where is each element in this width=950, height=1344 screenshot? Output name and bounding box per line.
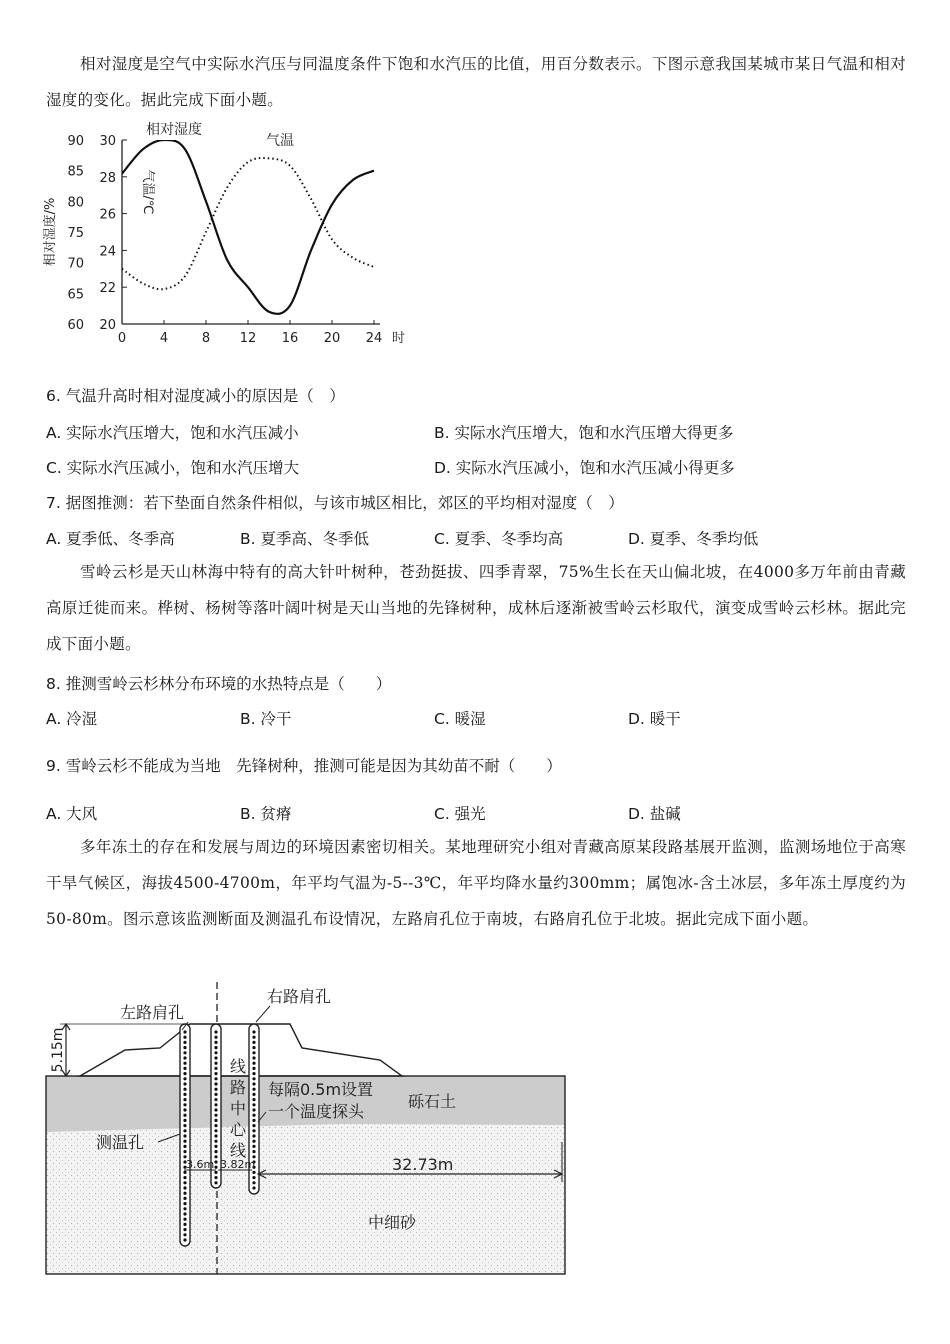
temperature-probe [214, 1051, 217, 1054]
q7-option-d[interactable]: D. 夏季、冬季均低 [628, 530, 759, 548]
centerline-char-5: 线 [230, 1141, 247, 1160]
left-hole-label: 左路肩孔 [120, 1003, 185, 1022]
temperature-probe [252, 1041, 255, 1044]
temperature-probe [252, 1176, 255, 1179]
sand-label: 中细砂 [368, 1213, 417, 1232]
temp-series-label: 气温 [266, 133, 294, 149]
temperature-probe [183, 1145, 186, 1148]
temperature-probe [252, 1171, 255, 1174]
temperature-probe [183, 1134, 186, 1137]
q9-option-c[interactable]: C. 强光 [434, 805, 486, 823]
temperature-probe [214, 1098, 217, 1101]
temperature-probe [252, 1129, 255, 1132]
temperature-probe [183, 1228, 186, 1231]
temperature-probe [252, 1145, 255, 1148]
temperature-probe [183, 1186, 186, 1189]
temperature-probe [214, 1145, 217, 1148]
temperature-probe [214, 1103, 217, 1106]
gravel-label: 砾石土 [408, 1092, 457, 1111]
temperature-probe [183, 1098, 186, 1101]
x-tick-label: 24 [365, 331, 383, 346]
temperature-probe [183, 1051, 186, 1054]
temperature-probe [214, 1067, 217, 1070]
temperature-probe [214, 1077, 217, 1080]
temp-axis-label: 气温/℃ [140, 169, 155, 215]
temperature-probe [183, 1119, 186, 1122]
temperature-probe [252, 1093, 255, 1096]
temperature-probe [183, 1036, 186, 1039]
temperature-probe [183, 1088, 186, 1091]
temperature-probe [252, 1067, 255, 1070]
temperature-probe [183, 1067, 186, 1070]
temperature-probe [183, 1129, 186, 1132]
temperature-probe [183, 1108, 186, 1111]
temp-tick-label: 24 [99, 244, 116, 260]
question-9: 9. 雪岭云杉不能成为当地 先锋树种，推测可能是因为其幼苗不耐（ ） [46, 757, 562, 775]
rh-series-label: 相对湿度 [146, 122, 202, 138]
temperature-probe [214, 1160, 217, 1163]
temperature-probe [183, 1197, 186, 1200]
temperature-probe [183, 1171, 186, 1174]
rh-tick-label: 65 [67, 287, 84, 303]
intro-paragraph-2: 雪岭云杉是天山林海中特有的高大针叶树种，苍劲挺拔、四季青翠，75%生长在天山偏北坡，在4000多万年前由青藏高原迁徙而来。桦树、杨树等落叶阔叶树是天山当地的先锋树种，成林后逐渐被雪岭云杉取代，演变成雪岭云杉林。据此完成下面小题。 [46, 563, 906, 653]
x-tick-label: 12 [239, 331, 257, 346]
temperature-probe [214, 1150, 217, 1153]
temperature-probe [252, 1082, 255, 1085]
distance-label-1: 3.6m [186, 1158, 215, 1171]
temperature-probe [183, 1114, 186, 1117]
x-tick-label: 8 [201, 331, 211, 346]
temperature-probe [214, 1093, 217, 1096]
question-7: 7. 据图推测：若下垫面自然条件相似，与该市城区相比，郊区的平均相对湿度（ ） [46, 494, 624, 512]
x-tick-label: 20 [323, 331, 341, 346]
temperature-probe [214, 1072, 217, 1075]
temperature-probe [252, 1046, 255, 1049]
temperature-probe [252, 1072, 255, 1075]
temperature-probe [252, 1114, 255, 1117]
q9-option-a[interactable]: A. 大风 [46, 805, 98, 823]
temperature-probe [183, 1202, 186, 1205]
temperature-probe [214, 1181, 217, 1184]
rh-tick-label: 80 [67, 195, 84, 211]
q8-option-d[interactable]: D. 暖干 [628, 710, 681, 728]
temperature-probe [183, 1093, 186, 1096]
x-tick-label: 0 [117, 331, 127, 346]
temperature-probe [183, 1192, 186, 1195]
temperature-probe [183, 1218, 186, 1221]
temperature-probe [214, 1166, 217, 1169]
temperature-probe [183, 1176, 186, 1179]
chart-ticks [67, 134, 382, 346]
temperature-probe [214, 1155, 217, 1158]
temperature-probe [252, 1056, 255, 1059]
temperature-probe [183, 1233, 186, 1236]
temperature-probe [183, 1150, 186, 1153]
temperature-probe [183, 1030, 186, 1033]
temperature-probe [252, 1150, 255, 1153]
temperature-probe [214, 1062, 217, 1065]
x-tick-label: 16 [281, 331, 299, 346]
temperature-probe [252, 1051, 255, 1054]
temperature-probe [252, 1186, 255, 1189]
intro-paragraph-3: 多年冻土的存在和发展与周边的环境因素密切相关。某地理研究小组对青藏高原某段路基展开监测，监测场地位于高寒干旱气候区，海拔4500-4700m，年平均气温为-5--3℃，年平均降水量约300mm；属饱冰-含土冰层，多年冻土厚度约为50-80m。图示意该监测断面及测温孔布设情况，左路肩孔位于南坡，右路肩孔位于北坡。据此完成下面小题。 [46, 838, 906, 928]
q9-option-b[interactable]: B. 贫瘠 [240, 805, 292, 823]
rh-series-line [122, 140, 374, 314]
temperature-probe [183, 1077, 186, 1080]
centerline-char-2: 路 [230, 1078, 247, 1097]
centerline-char-3: 中 [230, 1099, 247, 1118]
temperature-probe [214, 1134, 217, 1137]
temperature-humidity-chart [40, 112, 420, 352]
q7-option-c[interactable]: C. 夏季、冬季均高 [434, 530, 564, 548]
question-8: 8. 推测雪岭云杉林分布环境的水热特点是（ ） [46, 675, 392, 693]
q6-option-d[interactable]: D. 实际水汽压减小，饱和水汽压减小得更多 [434, 459, 735, 477]
temperature-probe [183, 1207, 186, 1210]
temperature-probe [252, 1062, 255, 1065]
right-hole-label: 右路肩孔 [267, 987, 332, 1006]
temperature-probe [252, 1140, 255, 1143]
rh-tick-label: 60 [67, 318, 84, 333]
temperature-probe [214, 1176, 217, 1179]
temperature-probe [252, 1119, 255, 1122]
temperature-probe [214, 1056, 217, 1059]
rh-tick-label: 90 [67, 134, 84, 149]
centerline-char-4: 心 [230, 1120, 247, 1139]
temperature-probe [252, 1036, 255, 1039]
temperature-probe [252, 1108, 255, 1111]
probe-note-line-1: 每隔0.5m设置 [268, 1080, 374, 1099]
temperature-probe [214, 1046, 217, 1049]
temp-tick-label: 22 [99, 281, 116, 297]
distance-label-3: 32.73m [392, 1155, 454, 1174]
temperature-probe [183, 1041, 186, 1044]
temperature-probe [252, 1103, 255, 1106]
temperature-probe [183, 1103, 186, 1106]
centerline-char-1: 线 [230, 1057, 247, 1076]
temperature-probe [252, 1088, 255, 1091]
q9-option-d[interactable]: D. 盐碱 [628, 805, 681, 823]
temperature-probe [252, 1098, 255, 1101]
temp-tick-label: 20 [99, 318, 116, 333]
temperature-probe [183, 1046, 186, 1049]
temperature-probe [252, 1124, 255, 1127]
temperature-probe [214, 1108, 217, 1111]
height-label: 5.15m [50, 1027, 66, 1073]
rh-tick-label: 75 [67, 226, 84, 241]
temperature-probe [183, 1181, 186, 1184]
hole-label: 测温孔 [96, 1133, 145, 1152]
temperature-probe [183, 1082, 186, 1085]
temperature-probe [214, 1088, 217, 1091]
intro-paragraph-1: 相对湿度是空气中实际水汽压与同温度条件下饱和水汽压的比值，用百分数表示。下图示意我国某城市某日气温和相对湿度的变化。据此完成下面小题。 [46, 55, 906, 109]
temperature-probe [183, 1062, 186, 1065]
distance-label-2: 3.82m [220, 1158, 256, 1171]
temp-tick-label: 30 [99, 134, 116, 149]
temperature-probe [252, 1077, 255, 1080]
temperature-probe [214, 1041, 217, 1044]
temperature-probe [214, 1124, 217, 1127]
q6-option-a[interactable]: A. 实际水汽压增大，饱和水汽压减小 [46, 424, 299, 442]
rh-tick-label: 85 [67, 164, 84, 180]
temperature-probe [214, 1036, 217, 1039]
q8-option-a[interactable]: A. 冷湿 [46, 710, 98, 728]
q6-option-b[interactable]: B. 实际水汽压增大，饱和水汽压增大得更多 [434, 424, 734, 442]
q8-option-b[interactable]: B. 冷干 [240, 710, 292, 728]
temperature-probe [214, 1140, 217, 1143]
temperature-probe [183, 1072, 186, 1075]
roadbed-monitoring-diagram [40, 982, 575, 1282]
q7-option-b[interactable]: B. 夏季高、冬季低 [240, 530, 369, 548]
temperature-probe [183, 1056, 186, 1059]
x-unit-label: 时 [392, 331, 406, 346]
temp-series-line [122, 158, 374, 289]
temperature-probe [214, 1171, 217, 1174]
temperature-probe [214, 1114, 217, 1117]
temperature-probe [183, 1238, 186, 1241]
temperature-probe [252, 1181, 255, 1184]
temperature-probe [183, 1124, 186, 1127]
rh-axis-label: 相对湿度/% [43, 197, 58, 267]
question-6: 6. 气温升高时相对湿度减小的原因是（ ） [46, 387, 345, 405]
probe-note-line-2: 一个温度探头 [268, 1102, 365, 1121]
temperature-probe [214, 1119, 217, 1122]
rh-tick-label: 70 [67, 256, 84, 272]
q7-option-a[interactable]: A. 夏季低、冬季高 [46, 530, 175, 548]
temperature-probe [252, 1030, 255, 1033]
temp-tick-label: 28 [99, 170, 116, 186]
q8-option-c[interactable]: C. 暖湿 [434, 710, 486, 728]
q6-option-c[interactable]: C. 实际水汽压减小，饱和水汽压增大 [46, 459, 300, 477]
temperature-probe [252, 1134, 255, 1137]
temperature-probe [214, 1030, 217, 1033]
temperature-probe [183, 1223, 186, 1226]
temperature-probe [183, 1140, 186, 1143]
x-tick-label: 4 [159, 331, 169, 346]
temp-tick-label: 26 [99, 207, 116, 223]
temperature-probe [183, 1212, 186, 1215]
temperature-probe [214, 1129, 217, 1132]
temperature-probe [214, 1082, 217, 1085]
